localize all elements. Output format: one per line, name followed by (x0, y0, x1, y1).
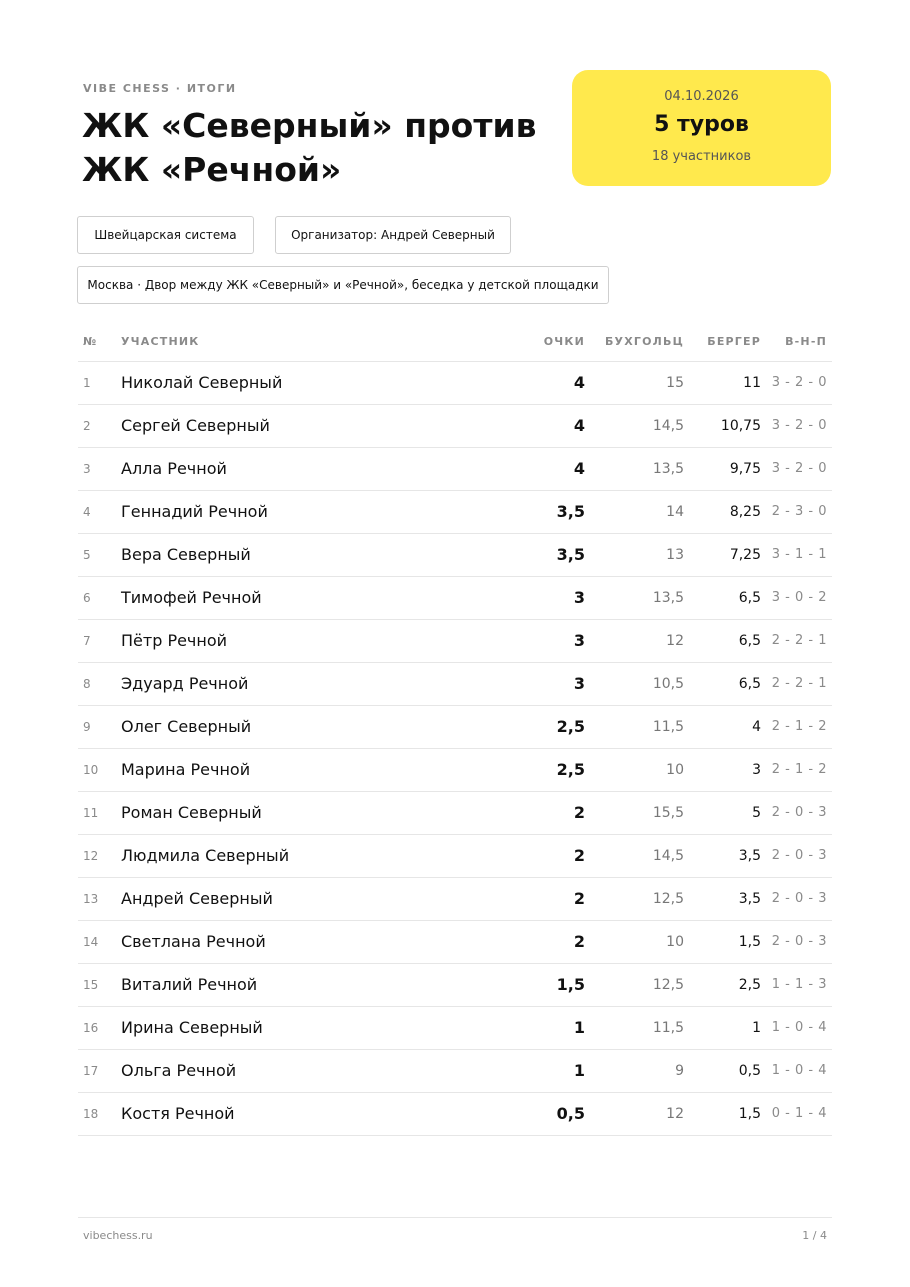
wdl-cell: 3 - 1 - 1 (761, 533, 832, 576)
berger-cell: 1 (684, 1006, 761, 1049)
rank-cell: 10 (78, 748, 121, 791)
berger-cell: 7,25 (684, 533, 761, 576)
summary-card (572, 70, 831, 186)
wdl-cell: 3 - 2 - 0 (761, 447, 832, 490)
page-title: ЖК «Северный» против ЖК «Речной» (82, 106, 537, 189)
berger-cell: 1,5 (684, 920, 761, 963)
points-cell: 1,5 (495, 963, 585, 1006)
points-cell: 3,5 (495, 533, 585, 576)
points-cell: 1 (495, 1006, 585, 1049)
column-header-name: УЧАСТНИК (121, 322, 495, 361)
points-cell: 4 (495, 404, 585, 447)
buchholz-cell: 14,5 (585, 834, 684, 877)
rank-cell: 11 (78, 791, 121, 834)
kicker: VIBE CHESS · ИТОГИ (83, 82, 237, 95)
points-cell: 1 (495, 1049, 585, 1092)
buchholz-cell: 13,5 (585, 447, 684, 490)
player-name-cell: Людмила Северный (121, 834, 495, 877)
column-header-no: № (78, 322, 121, 361)
wdl-cell: 1 - 0 - 4 (761, 1006, 832, 1049)
rank-cell: 9 (78, 705, 121, 748)
buchholz-cell: 10,5 (585, 662, 684, 705)
column-header-buchholz: БУХГОЛЬЦ (585, 322, 684, 361)
berger-cell: 0,5 (684, 1049, 761, 1092)
buchholz-cell: 14,5 (585, 404, 684, 447)
buchholz-cell: 13,5 (585, 576, 684, 619)
rank-cell: 14 (78, 920, 121, 963)
column-header-wdl: В-Н-П (761, 322, 832, 361)
table-row (78, 920, 832, 963)
berger-cell: 2,5 (684, 963, 761, 1006)
rank-cell: 3 (78, 447, 121, 490)
points-cell: 2,5 (495, 748, 585, 791)
rank-cell: 6 (78, 576, 121, 619)
berger-cell: 3 (684, 748, 761, 791)
player-name-cell: Тимофей Речной (121, 576, 495, 619)
points-cell: 2 (495, 791, 585, 834)
wdl-cell: 3 - 2 - 0 (761, 404, 832, 447)
tournament-date: 04.10.2026 (664, 89, 739, 104)
wdl-cell: 1 - 0 - 4 (761, 1049, 832, 1092)
table-row (78, 1092, 832, 1135)
rank-cell: 8 (78, 662, 121, 705)
rank-cell: 1 (78, 361, 121, 404)
wdl-cell: 2 - 3 - 0 (761, 490, 832, 533)
table-row (78, 877, 832, 920)
footer-divider (78, 1217, 832, 1218)
player-name-cell: Эдуард Речной (121, 662, 495, 705)
wdl-cell: 2 - 0 - 3 (761, 791, 832, 834)
buchholz-cell: 10 (585, 748, 684, 791)
standings-table (78, 322, 832, 1136)
player-name-cell: Николай Северный (121, 361, 495, 404)
berger-cell: 8,25 (684, 490, 761, 533)
berger-cell: 11 (684, 361, 761, 404)
points-cell: 3 (495, 576, 585, 619)
column-header-points: ОЧКИ (495, 322, 585, 361)
table-row (78, 662, 832, 705)
points-cell: 4 (495, 361, 585, 404)
location-tag: Москва · Двор между ЖК «Северный» и «Речной», беседка у детской площадки (77, 266, 609, 304)
rank-cell: 16 (78, 1006, 121, 1049)
table-row (78, 576, 832, 619)
wdl-cell: 2 - 1 - 2 (761, 705, 832, 748)
points-cell: 2,5 (495, 705, 585, 748)
rounds-count: 5 туров (654, 112, 749, 137)
buchholz-cell: 12,5 (585, 877, 684, 920)
wdl-cell: 2 - 2 - 1 (761, 619, 832, 662)
player-name-cell: Костя Речной (121, 1092, 495, 1135)
player-name-cell: Ирина Северный (121, 1006, 495, 1049)
wdl-cell: 2 - 1 - 2 (761, 748, 832, 791)
rank-cell: 17 (78, 1049, 121, 1092)
player-name-cell: Пётр Речной (121, 619, 495, 662)
column-header-berger: БЕРГЕР (684, 322, 761, 361)
table-row (78, 791, 832, 834)
rank-cell: 5 (78, 533, 121, 576)
buchholz-cell: 11,5 (585, 1006, 684, 1049)
buchholz-cell: 15,5 (585, 791, 684, 834)
table-row (78, 748, 832, 791)
table-row (78, 619, 832, 662)
rank-cell: 4 (78, 490, 121, 533)
buchholz-cell: 12 (585, 1092, 684, 1135)
table-row (78, 490, 832, 533)
wdl-cell: 3 - 2 - 0 (761, 361, 832, 404)
player-name-cell: Сергей Северный (121, 404, 495, 447)
points-cell: 2 (495, 877, 585, 920)
player-name-cell: Светлана Речной (121, 920, 495, 963)
table-row (78, 1006, 832, 1049)
buchholz-cell: 13 (585, 533, 684, 576)
player-name-cell: Марина Речной (121, 748, 495, 791)
wdl-cell: 3 - 0 - 2 (761, 576, 832, 619)
wdl-cell: 2 - 0 - 3 (761, 877, 832, 920)
table-header-row (78, 322, 832, 361)
buchholz-cell: 11,5 (585, 705, 684, 748)
buchholz-cell: 15 (585, 361, 684, 404)
wdl-cell: 0 - 1 - 4 (761, 1092, 832, 1135)
rank-cell: 18 (78, 1092, 121, 1135)
player-name-cell: Олег Северный (121, 705, 495, 748)
wdl-cell: 2 - 0 - 3 (761, 920, 832, 963)
berger-cell: 6,5 (684, 576, 761, 619)
player-name-cell: Геннадий Речной (121, 490, 495, 533)
participants-count: 18 участников (651, 149, 752, 164)
rank-cell: 13 (78, 877, 121, 920)
berger-cell: 4 (684, 705, 761, 748)
table-row (78, 1049, 832, 1092)
berger-cell: 6,5 (684, 619, 761, 662)
standings-body (78, 361, 832, 1135)
berger-cell: 1,5 (684, 1092, 761, 1135)
player-name-cell: Андрей Северный (121, 877, 495, 920)
footer-site: vibechess.ru (83, 1229, 153, 1242)
wdl-cell: 2 - 0 - 3 (761, 834, 832, 877)
system-tag: Швейцарская система (77, 216, 254, 254)
points-cell: 2 (495, 920, 585, 963)
organizer-tag: Организатор: Андрей Северный (275, 216, 511, 254)
buchholz-cell: 9 (585, 1049, 684, 1092)
table-row (78, 834, 832, 877)
table-row (78, 963, 832, 1006)
berger-cell: 3,5 (684, 877, 761, 920)
page-number: 1 / 4 (802, 1229, 827, 1242)
wdl-cell: 1 - 1 - 3 (761, 963, 832, 1006)
rank-cell: 2 (78, 404, 121, 447)
table-row (78, 705, 832, 748)
points-cell: 4 (495, 447, 585, 490)
berger-cell: 3,5 (684, 834, 761, 877)
player-name-cell: Алла Речной (121, 447, 495, 490)
table-row (78, 447, 832, 490)
player-name-cell: Роман Северный (121, 791, 495, 834)
berger-cell: 5 (684, 791, 761, 834)
rank-cell: 15 (78, 963, 121, 1006)
buchholz-cell: 12,5 (585, 963, 684, 1006)
buchholz-cell: 12 (585, 619, 684, 662)
player-name-cell: Вера Северный (121, 533, 495, 576)
rank-cell: 12 (78, 834, 121, 877)
points-cell: 2 (495, 834, 585, 877)
buchholz-cell: 10 (585, 920, 684, 963)
wdl-cell: 2 - 2 - 1 (761, 662, 832, 705)
table-row (78, 361, 832, 404)
points-cell: 3 (495, 662, 585, 705)
player-name-cell: Виталий Речной (121, 963, 495, 1006)
berger-cell: 6,5 (684, 662, 761, 705)
points-cell: 3,5 (495, 490, 585, 533)
player-name-cell: Ольга Речной (121, 1049, 495, 1092)
berger-cell: 9,75 (684, 447, 761, 490)
points-cell: 3 (495, 619, 585, 662)
berger-cell: 10,75 (684, 404, 761, 447)
rank-cell: 7 (78, 619, 121, 662)
points-cell: 0,5 (495, 1092, 585, 1135)
buchholz-cell: 14 (585, 490, 684, 533)
table-row (78, 533, 832, 576)
table-row (78, 404, 832, 447)
